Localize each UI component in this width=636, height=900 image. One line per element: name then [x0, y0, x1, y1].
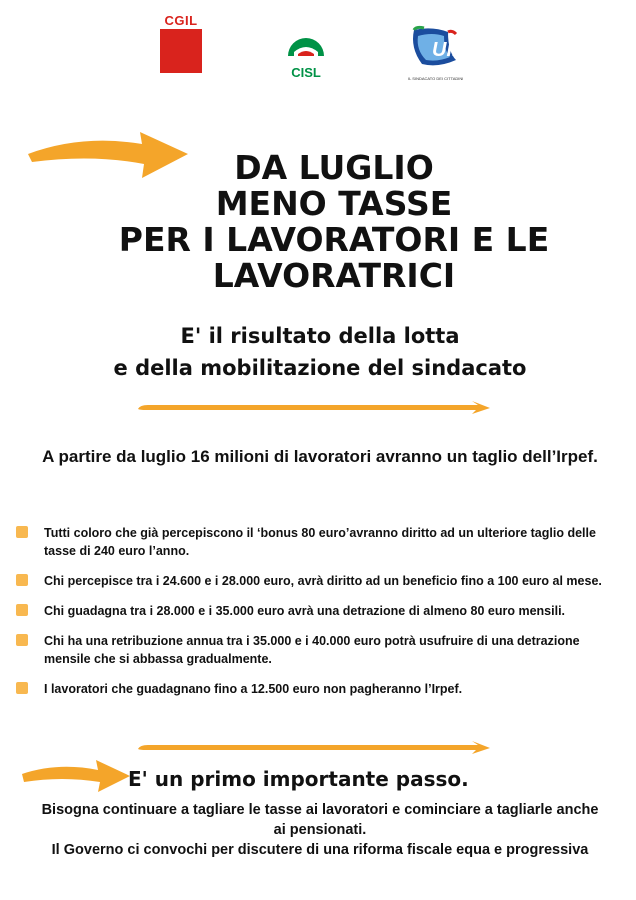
list-item [16, 680, 620, 698]
bullet-square-icon [16, 574, 28, 586]
closing-text [40, 800, 600, 860]
closing-title: E' un primo importante passo. [128, 767, 469, 791]
uil-emblem-icon [408, 24, 478, 70]
list-item-text: I lavoratori che guadagnano fino a 12.500 euro non pagheranno l’Irpef. [44, 682, 463, 696]
subtitle [40, 320, 600, 384]
divider-arrow-icon [136, 400, 492, 416]
headline-line: PER I LAVORATORI E LE [118, 220, 550, 259]
headline-line: MENO TASSE [215, 184, 453, 223]
closing-paragraph: Bisogna continuare a tagliare le tasse ai lavoratori e cominciare a tagliarle anche ai pensionati. [41, 802, 599, 838]
bullet-square-icon [16, 604, 28, 616]
cgil-logo [160, 14, 202, 74]
svg-text:UIL: UIL [432, 39, 465, 61]
headline [40, 150, 628, 294]
cisl-logo-text: CISL [291, 65, 321, 80]
list-item [16, 602, 620, 620]
headline-line: LAVORATRICI [212, 256, 456, 295]
cisl-logo [282, 22, 330, 80]
intro-text: A partire da luglio 16 milioni di lavoratori avranno un taglio dell’Irpef. [42, 447, 598, 466]
bullet-list [16, 524, 620, 710]
list-item [16, 632, 620, 668]
subtitle-line: E' il risultato della lotta [180, 324, 460, 348]
closing-paragraph: Il Governo ci convochi per discutere di una riforma fiscale equa e progressiva [51, 842, 589, 858]
curved-arrow-small-icon [18, 752, 134, 798]
uil-tagline: IL SINDACATO DEI CITTADINI [408, 76, 464, 81]
list-item [16, 524, 620, 560]
cgil-logo-text: CGIL [164, 13, 198, 28]
headline-line: DA LUGLIO [234, 148, 434, 187]
subtitle-line: e della mobilitazione del sindacato [113, 356, 527, 380]
list-item-text: Chi percepisce tra i 24.600 e i 28.000 euro, avrà diritto ad un beneficio fino a 100 euro al mese. [44, 574, 602, 588]
bullet-square-icon [16, 634, 28, 646]
bullet-square-icon [16, 526, 28, 538]
list-item-text: Chi ha una retribuzione annua tra i 35.000 e i 40.000 euro potrà usufruire di una detrazione mensile che si abbassa gradualmente. [44, 634, 580, 666]
list-item [16, 572, 620, 590]
list-item-text: Chi guadagna tra i 28.000 e i 35.000 euro avrà una detrazione di almeno 80 euro mensili. [44, 604, 566, 618]
cgil-logo-square [160, 29, 202, 73]
uil-logo [408, 24, 478, 81]
bullet-square-icon [16, 682, 28, 694]
divider-arrow-icon [136, 740, 492, 756]
list-item-text: Tutti coloro che già percepiscono il ‘bonus 80 euro’avranno diritto ad un ulteriore taglio delle tasse di 240 euro l’anno. [44, 526, 596, 558]
cisl-emblem-icon [282, 22, 330, 58]
